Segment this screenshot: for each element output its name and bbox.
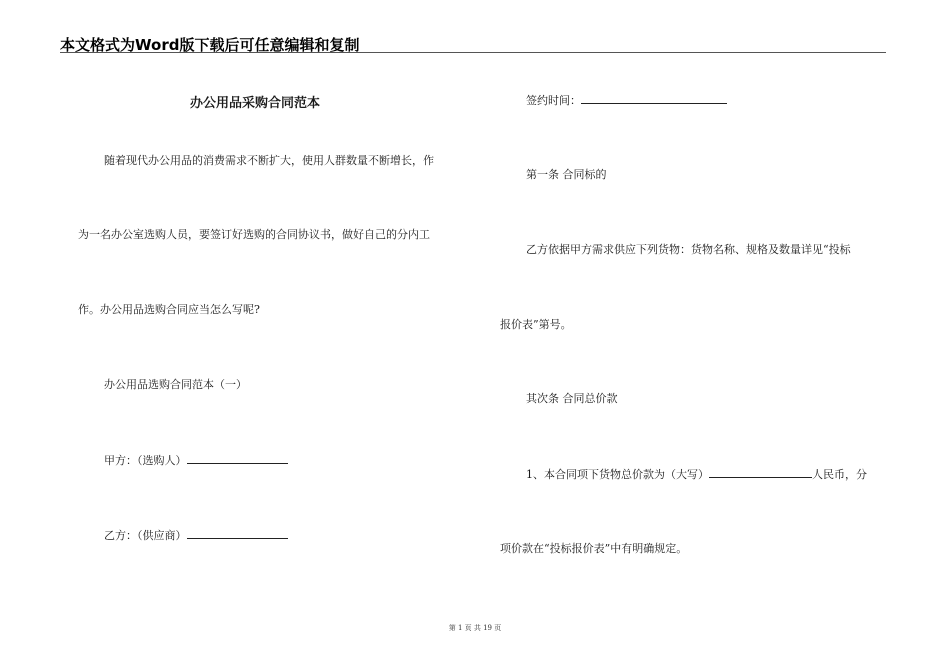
intro-paragraph-line-2: 为一名办公室选购人员，要签订好选购的合同协议书，做好自己的分内工: [78, 228, 430, 241]
document-banner: 本文格式为Word版下载后可任意编辑和复制: [60, 36, 360, 54]
party-b-blank[interactable]: [187, 528, 288, 539]
sample-heading: 办公用品选购合同范本（一）: [104, 378, 247, 391]
party-a-line: [104, 453, 288, 468]
party-a-blank[interactable]: [187, 453, 288, 464]
article-1-line-2: 报价表”第号。: [500, 318, 572, 331]
intro-paragraph-line-1: 随着现代办公用品的消费需求不断扩大，使用人群数量不断增长，作: [104, 154, 434, 167]
article-1-line-1: 乙方依据甲方需求供应下列货物：货物名称、规格及数量详见“投标: [526, 243, 851, 256]
article-2-line-1-before: 1、本合同项下货物总价款为（大写）: [526, 468, 709, 481]
sign-time-blank[interactable]: [581, 93, 727, 104]
article-2-line-1-after: 人民币，分: [812, 468, 867, 481]
party-b-label: 乙方：（供应商）: [104, 529, 187, 542]
document-title: 办公用品采购合同范本: [190, 96, 321, 111]
article-2-line-2: 项价款在“投标报价表”中有明确规定。: [500, 542, 688, 555]
page-indicator: 第 1 页 共 19 页: [448, 624, 502, 632]
total-price-blank[interactable]: [709, 467, 812, 478]
header-divider: [60, 52, 886, 53]
article-2-line-1: [526, 467, 867, 482]
article-2-heading: 其次条 合同总价款: [526, 392, 618, 405]
party-b-line: [104, 528, 288, 543]
intro-paragraph-line-3: 作。办公用品选购合同应当怎么写呢?: [78, 303, 260, 316]
party-a-label: 甲方：（选购人）: [104, 454, 187, 467]
sign-time-line: [526, 93, 727, 108]
sign-time-label: 签约时间：: [526, 94, 581, 107]
article-1-heading: 第一条 合同标的: [526, 168, 607, 181]
